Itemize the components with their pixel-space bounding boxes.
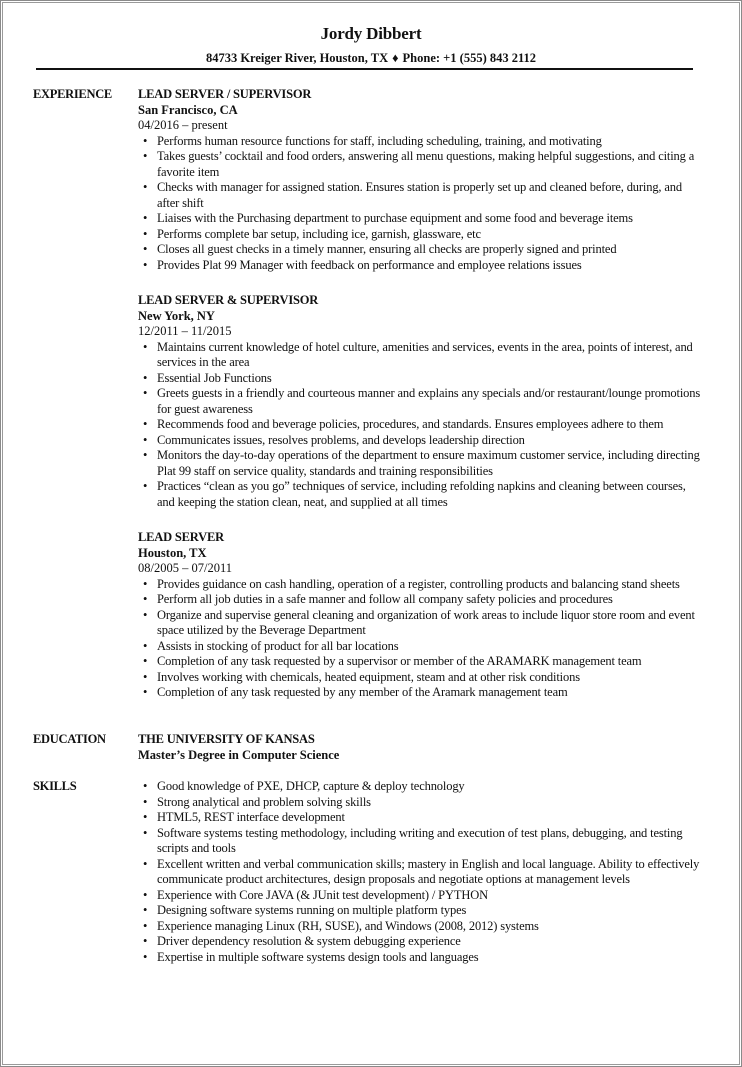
bullet-icon: •	[143, 339, 148, 354]
section-heading-education: EDUCATION	[33, 732, 106, 746]
candidate-name: Jordy Dibbert	[320, 24, 422, 43]
list-item: • Assists in stocking of product for all bar locations	[143, 638, 399, 653]
list-item: • Driver dependency resolution & system debugging experience	[143, 934, 461, 948]
list-item: • Involves working with chemicals, heated equipment, steam and at other risk conditions	[143, 669, 580, 684]
bullet-icon: •	[143, 592, 148, 606]
bullet-icon: •	[143, 576, 148, 591]
list-item: • Monitors the day-to-day operations of the department to ensure maximum customer service, including directing Plat 99 staff on service quality, standards and training responsibilities	[143, 448, 700, 478]
list-item: • Strong analytical and problem solving skills	[143, 794, 371, 809]
header-divider	[36, 68, 693, 70]
list-item: • Experience with Core JAVA (& JUnit test development) / PYTHON	[143, 887, 488, 902]
job-location: New York, NY	[138, 308, 215, 323]
job-dates: 08/2005 – 07/2011	[138, 561, 232, 575]
job-location: Houston, TX	[138, 545, 207, 560]
list-item: • Designing software systems running on multiple platform types	[143, 903, 467, 917]
list-item: • Performs complete bar setup, including ice, garnish, glassware, etc	[143, 226, 481, 241]
list-item: • Communicates issues, resolves problems, and develops leadership direction	[143, 432, 525, 447]
section-heading-skills: SKILLS	[33, 779, 77, 793]
job-dates: 04/2016 – present	[138, 118, 228, 132]
bullet-icon: •	[143, 685, 148, 699]
list-item: • Takes guests’ cocktail and food orders, answering all menu questions, making helpful suggestions, and citing a favorite item	[143, 149, 695, 179]
list-item: • Performs human resource functions for staff, including scheduling, training, and motivating	[143, 133, 602, 148]
bullet-icon: •	[143, 479, 148, 493]
list-item: • Essential Job Functions	[143, 370, 272, 385]
job-title: LEAD SERVER / SUPERVISOR	[138, 87, 312, 101]
job-location: San Francisco, CA	[138, 102, 238, 117]
job-duties	[138, 340, 703, 511]
contact-line	[0, 51, 742, 66]
bullet-icon: •	[143, 386, 148, 400]
list-item: • Provides guidance on cash handling, operation of a register, controlling products and balancing stand sheets	[143, 576, 680, 591]
list-item: • Experience managing Linux (RH, SUSE), and Windows (2008, 2012) systems	[143, 918, 539, 933]
bullet-icon: •	[143, 934, 148, 948]
bullet-icon: •	[143, 654, 148, 668]
bullet-icon: •	[143, 638, 148, 653]
phone: Phone: +1 (555) 843 2112	[402, 51, 537, 65]
degree: Master’s Degree in Computer Science	[138, 747, 340, 762]
section-heading-experience: EXPERIENCE	[33, 87, 112, 101]
job-title: LEAD SERVER	[138, 530, 224, 544]
job-dates: 12/2011 – 11/2015	[138, 324, 232, 338]
list-item: • Greets guests in a friendly and courteous manner and explains any specials and/or restaurant/lounge promotions for guest awareness	[143, 386, 701, 416]
bullet-icon: •	[143, 432, 148, 447]
list-item: • Organize and supervise general cleaning and organization of work areas to include liquor store room and event space utilized by the Beverage Department	[143, 607, 695, 637]
bullet-icon: •	[143, 180, 148, 194]
list-item: • Provides Plat 99 Manager with feedback on performance and employee relations issues	[143, 257, 582, 272]
job-entry	[138, 87, 703, 273]
list-item: • Checks with manager for assigned station. Ensures station is properly set up and cleaned before, during, and after shift	[143, 180, 682, 210]
bullet-icon: •	[143, 607, 148, 622]
list-item: • Closes all guest checks in a timely manner, ensuring all checks are properly signed and printed	[143, 242, 617, 256]
bullet-icon: •	[143, 810, 148, 824]
bullet-icon: •	[143, 918, 148, 933]
bullet-icon: •	[143, 370, 148, 385]
bullet-icon: •	[143, 133, 148, 148]
list-item: • HTML5, REST interface development	[143, 810, 345, 824]
bullet-icon: •	[143, 903, 148, 917]
list-item: • Software systems testing methodology, including writing and execution of test plans, debugging, and testing scripts and tools	[143, 825, 683, 855]
bullet-icon: •	[143, 887, 148, 902]
bullet-icon: •	[143, 257, 148, 272]
bullet-icon: •	[143, 856, 148, 871]
skills-list	[138, 779, 703, 965]
list-item: • Liaises with the Purchasing department to purchase equipment and some food and beverage items	[143, 211, 633, 225]
bullet-icon: •	[143, 149, 148, 163]
job-duties	[138, 577, 703, 701]
bullet-icon: •	[143, 226, 148, 241]
education-body	[138, 732, 703, 763]
bullet-icon: •	[143, 448, 148, 462]
list-item: • Perform all job duties in a safe manner and follow all company safety policies and procedures	[143, 592, 613, 606]
experience-body	[138, 87, 703, 714]
list-item: • Completion of any task requested by any member of the Aramark management team	[143, 685, 568, 699]
list-item: • Maintains current knowledge of hotel culture, amenities and services, events in the area, points of interest, and services in the area	[143, 339, 693, 369]
bullet-icon: •	[143, 949, 148, 964]
bullet-icon: •	[143, 417, 148, 431]
bullet-icon: •	[143, 242, 148, 256]
bullet-icon: •	[143, 794, 148, 809]
bullet-icon: •	[143, 779, 148, 793]
school-name: THE UNIVERSITY OF KANSAS	[138, 732, 315, 746]
job-entry	[138, 530, 703, 701]
bullet-icon: •	[143, 669, 148, 684]
list-item: • Recommends food and beverage policies, procedures, and standards. Ensures employees adhere to them	[143, 417, 664, 431]
list-item: • Expertise in multiple software systems design tools and languages	[143, 949, 479, 964]
job-duties	[138, 134, 703, 274]
list-item: • Practices “clean as you go” techniques of service, including refolding napkins and cleaning between courses, and keeping the station clean, neat, and supplied at all times	[143, 479, 686, 509]
list-item: • Completion of any task requested by a supervisor or member of the ARAMARK management team	[143, 654, 642, 668]
job-title: LEAD SERVER & SUPERVISOR	[138, 293, 319, 307]
bullet-icon: •	[143, 825, 148, 840]
bullet-icon: •	[143, 211, 148, 225]
skills-body	[138, 779, 703, 965]
job-entry	[138, 293, 703, 510]
diamond-separator-icon: ♦	[392, 51, 399, 65]
list-item: • Excellent written and verbal communication skills; mastery in English and local language. Ability to effectively communicate product architectures, design proposals and negotiate options at management levels	[143, 856, 700, 886]
address: 84733 Kreiger River, Houston, TX	[205, 51, 389, 65]
list-item: • Good knowledge of PXE, DHCP, capture & deploy technology	[143, 779, 465, 793]
